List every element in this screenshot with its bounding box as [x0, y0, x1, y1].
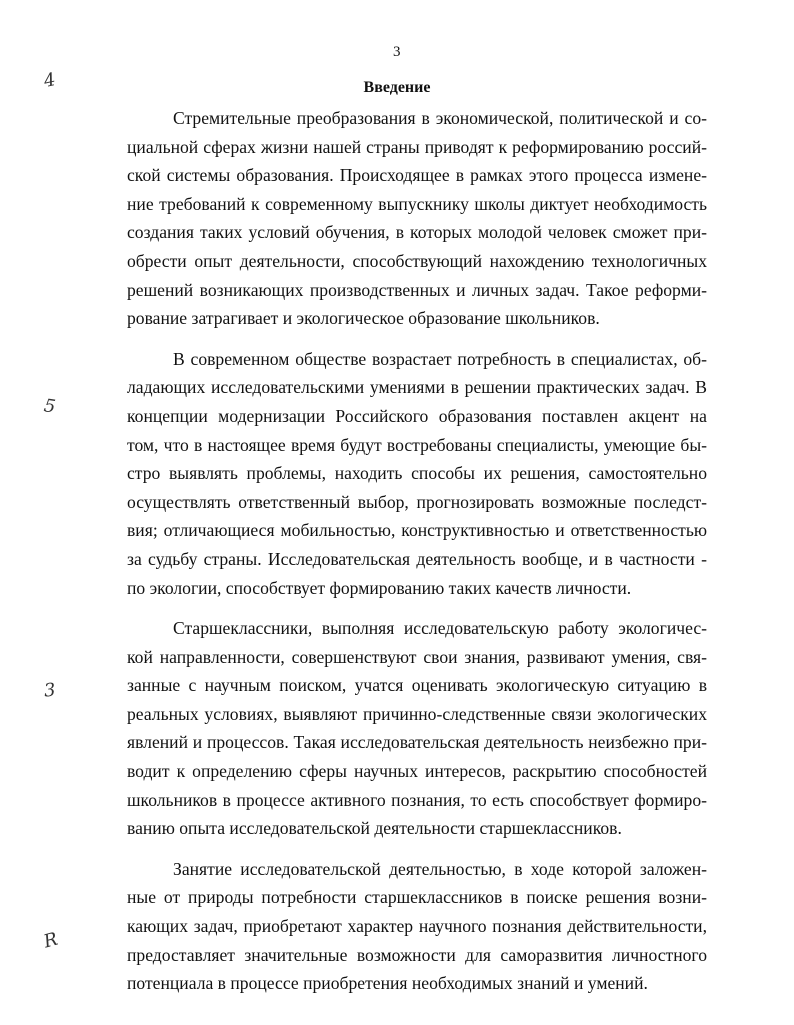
page-number: 3 [393, 44, 401, 60]
text-line: стро выявлять проблемы, находить способы их решения, самостоятельно [127, 463, 707, 484]
text-line: рование затрагивает и экологическое образование школьников. [127, 308, 600, 329]
text-line: ние требований к современному выпускнику школы диктует необходимость [127, 193, 707, 214]
margin-mark: 4 [41, 69, 58, 92]
text-line: водит к определению сферы научных интересов, раскрытию способностей [127, 761, 707, 782]
section-heading: Введение [363, 79, 431, 96]
text-line: вия; отличающиеся мобильностью, конструктивностью и ответственностью [127, 520, 707, 541]
paragraph [127, 614, 707, 843]
text-line: концепции модернизации Российского образования поставлен акцент на [127, 405, 707, 426]
text-line: школьников в процессе активного познания, то есть способствует формиро- [127, 789, 707, 810]
text-line: Старшеклассники, выполняя исследовательскую работу экологичес- [173, 618, 707, 639]
text-line: создания таких условий обучения, в которых молодой человек сможет при- [127, 222, 707, 243]
paragraph [127, 345, 707, 602]
text-line: реальных условиях, выявляют причинно-следственные связи экологических [127, 703, 707, 724]
paragraph [127, 104, 707, 333]
margin-mark: 3 [42, 679, 57, 702]
text-line: ванию опыта исследовательской деятельности старшеклассников. [127, 818, 622, 839]
text-line: В современном обществе возрастает потребность в специалистах, об- [173, 348, 707, 369]
text-line: решений возникающих производственных и личных задач. Такое реформи- [127, 279, 707, 300]
paragraph [127, 855, 707, 998]
text-line: занные с научным поиском, учатся оценивать экологическую ситуацию в [127, 675, 707, 696]
margin-mark: 5 [42, 395, 57, 418]
text-line: Занятие исследовательской деятельностью, в ходе которой заложен- [173, 858, 707, 879]
text-line: предоставляет значительные возможности для саморазвития личностного [127, 944, 707, 965]
margin-mark: R [41, 928, 61, 953]
text-line: том, что в настоящее время будут востребованы специалисты, умеющие бы- [127, 434, 707, 455]
text-line: ные от природы потребности старшеклассников в поиске решения возни- [127, 887, 707, 908]
text-line: явлений и процессов. Такая исследовательская деятельность неизбежно при- [127, 732, 707, 753]
text-line: за судьбу страны. Исследовательская деятельность вообще, и в частности - [127, 548, 707, 569]
text-line: Стремительные преобразования в экономической, политической и со- [173, 108, 707, 128]
text-line: осуществлять ответственный выбор, прогнозировать возможные последст- [127, 491, 707, 512]
text-line: обрести опыт деятельности, способствующий нахождению технологичных [127, 250, 707, 271]
text-line: кающих задач, приобретают характер научного познания действительности, [127, 916, 707, 937]
text-line: ладающих исследовательскими умениями в решении практических задач. В [127, 377, 707, 398]
text-line: по экологии, способствует формированию таких качеств личности. [127, 577, 632, 598]
text-line: кой направленности, совершенствуют свои знания, развивают умения, свя- [127, 646, 707, 667]
text-line: циальной сферах жизни нашей страны приводят к реформированию россий- [127, 136, 707, 157]
text-line: потенциала в процессе приобретения необходимых знаний и умений. [127, 973, 648, 994]
body-text [127, 104, 707, 998]
text-line: ской системы образования. Происходящее в рамках этого процесса измене- [127, 165, 707, 186]
